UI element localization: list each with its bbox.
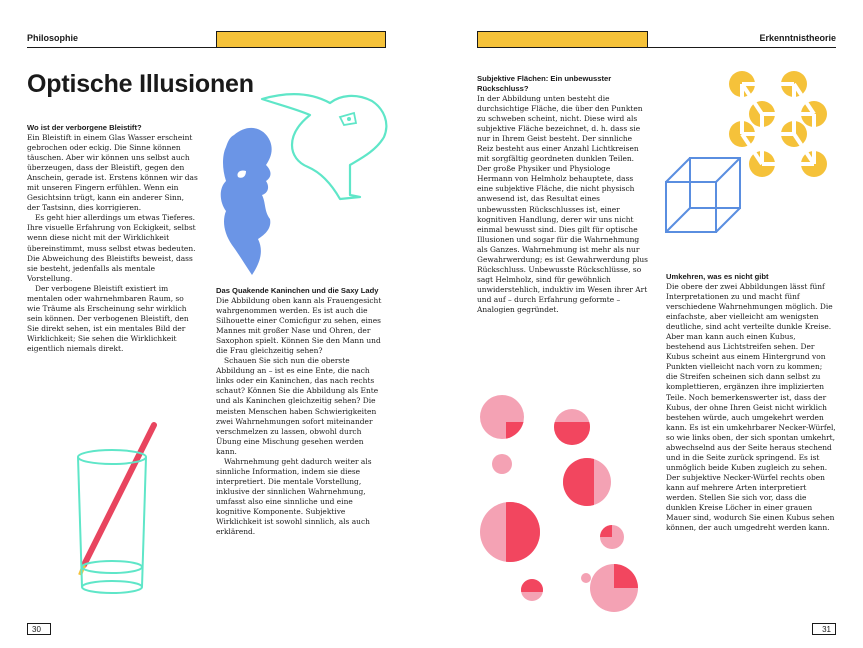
page-number-left: 30 bbox=[27, 623, 51, 635]
right-column-2 bbox=[666, 272, 836, 533]
left-header-rule bbox=[27, 47, 217, 48]
page-title: Optische Illusionen bbox=[27, 70, 254, 98]
pencil-in-glass-icon bbox=[70, 415, 170, 600]
illusion-illustrations-left bbox=[200, 85, 400, 285]
duck-rabbit-outline-icon bbox=[262, 94, 386, 199]
page-number-right: 31 bbox=[812, 623, 836, 635]
paragraph: Schauen Sie sich nun die oberste Abbildung an – ist es eine Ente, die nach links oder ein Kaninchen, das nach rechts schaut? Können Sie die Abbildung als Ente und als Kaninchen gleichzeitig sehen? Die meisten Menschen haben Schwierigkeiten zwei Wahrnehmungen sofort miteinander verschmelzen zu lassen, obwohl durch Übung eine Mischung gesehen werden kann. bbox=[216, 356, 379, 456]
paragraph: Die obere der zwei Abbildungen lässt fünf Interpretationen zu und macht fünf verschiedene Wahrnehmungen möglich. Die einfachste, aber vielleicht am wenigsten deutliche, sind acht verteilte dunkle Kreise. Aber man kann auch einen Kubus, bestehend aus Lichtstreifen sehen. Der Kubus scheint aus einem Hintergrund von Punkten vielleicht nach vorn zu kommen; die Streifen scheinen sich dann selbst zu komplettieren, ergänzen ihre implizierten Teile. Noch bemerkenswerter ist, dass der Kubus, der ohne Ihren Geist nicht wirklich bestehen würde, auch umgekehrt werden kann. Es ist ein umkehrbarer Necker-Würfel, so wie links oben, der sich spontan umkehrt, abwechselnd aus der Seite heraus stechend und in die Seite zurück springend. Es ist unmöglich beide Kuben zugleich zu sehen. Der subjektive Necker-Würfel rechts oben kann auf mehrere Arten interpretiert werden. Stellen Sie sich vor, dass die dunklen Kreise Löcher in einer grauen Mauer sind, wodurch Sie einen Kubus sehen können, der auch umgedreht werden kann. bbox=[666, 282, 836, 533]
section-heading-rabbit: Das Quakende Kaninchen und die Saxy Lady bbox=[216, 286, 379, 295]
footer-rule-left bbox=[50, 634, 56, 635]
right-header-bar bbox=[477, 31, 648, 48]
face-vase-silhouette-icon bbox=[221, 128, 272, 275]
subjective-surface-circles-icon bbox=[472, 392, 642, 614]
necker-cube-illustrations bbox=[660, 62, 840, 272]
left-header-label: Philosophie bbox=[27, 33, 79, 43]
right-column-1 bbox=[477, 74, 648, 315]
necker-cube-icon bbox=[666, 158, 740, 232]
left-column-1 bbox=[27, 123, 198, 354]
paragraph: Ein Bleistift in einem Glas Wasser erscheint gebrochen oder eckig. Die Sinne können täuschen. Aber wir können uns selbst auch überzeugen, dass der Bleistift, gegen den Anschein, gerade ist. Erstens können wir das mit unseren Fingern erfühlen. Wenn ein Gesichtsinn trügt, kann ein anderer Sinn, der Tastsinn, dies korrigieren. bbox=[27, 133, 198, 213]
paragraph: Wahrnehmung geht dadurch weiter als sinnliche Information, indem sie diese interpretiert. Die mentale Vorstellung, inklusive der sinnlichen Wahrnehmung, umfasst also eine sinnliche und eine kognitive Komponente. Subjektive Wirklichkeit ist sowohl sinnlich, als auch erklärend. bbox=[216, 456, 372, 537]
left-column-2 bbox=[216, 286, 386, 537]
right-header-rule bbox=[647, 47, 836, 48]
section-heading-pencil: Wo ist der verborgene Bleistift? bbox=[27, 123, 142, 132]
paragraph: Der verbogene Bleistift existiert im mentalen oder wahrnehmbaren Raum, so wie Träume als Erscheinung sehr wirklich sein können. Der verbogenen Bleistift, den Sie direkt sehen, ist ein mentales Bild der Wirklichkeit; Sie sehen die Wirklichkeit eigentlich niemals direkt. bbox=[27, 283, 189, 353]
section-heading-necker: Umkehren, was es nicht gibt bbox=[666, 272, 769, 281]
left-header-bar bbox=[216, 31, 386, 48]
section-heading-subjective: Subjektive Flächen: Ein unbewusster Rückschluss? bbox=[477, 74, 612, 93]
paragraph: Die Abbildung oben kann als Frauengesicht wahrgenommen werden. Es ist auch die Silhouette einer Comicfigur zu sehen, eines Mannes mit großer Nase und Ohren, der Saxophon spielt. Können Sie den Mann und die Frau gleichzeitig sehen? bbox=[216, 296, 382, 356]
paragraph: Es geht hier allerdings um etwas Tieferes. Ihre visuelle Erfahrung von Eckigkeit, selbst wenn diese nicht mit der Wirklichkeit übereinstimmt, muss selbst etwas bedeuten. Die Abweichung des Bleistifts beweist, dass sie besteht, jedenfalls als mentale Vorstellung. bbox=[27, 213, 196, 283]
right-header-label: Erkenntnistheorie bbox=[759, 33, 836, 43]
paragraph: In der Abbildung unten besteht die durchsichtige Fläche, die über den Punkten zu schweben scheint, nicht. Diese wird als subjektive Fläche bezeichnet, d. h. dass sie nur in Ihrem Geist besteht. Der sinnliche Reiz besteht aus einer Anzahl Lichtkreisen mit sorgfältig geordneten dunklen Teilen. Der große Physiker und Physiologe Hermann von Helmholz behauptete, dass eine subjektive Fläche, die nicht physisch anwesend ist, das Resultat eines unbewussten Rückschlusses ist, einer kognitiven Handlung, derer wir uns nicht einmal bewusst sind. Dies gilt für optische Illusionen und sogar für die Wahrnehmung als Ganzes. Wahrnehmung ist mehr als nur Gewahrwerdung; es ist Gewahrwerdung plus Rückschluss. Unbewusste Rückschlüsse, so sagt Helmholz, sind für gewöhnlich unwiderstehlich, induktiv im Wesen ihrer Art und auf – durch Erfahrung geformte – Analogien gegründet. bbox=[477, 94, 648, 314]
